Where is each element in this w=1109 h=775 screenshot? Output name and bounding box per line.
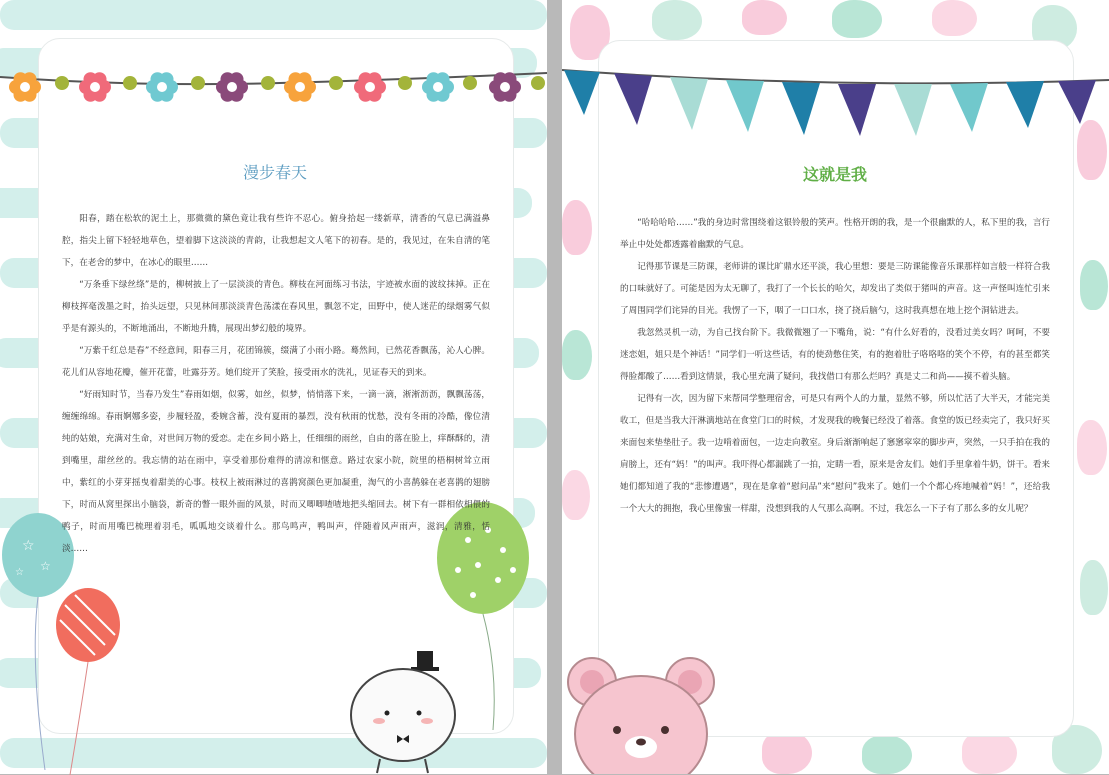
svg-text:☆: ☆ [40,559,51,573]
garland-flower-icon [261,76,275,90]
watercolor-blob [742,0,787,35]
garland-flower-icon [191,76,205,90]
garland-flower-icon [55,76,69,90]
paragraph: 记得有一次，因为留下来帮同学整理宿舍，可是只有两个人的力量，显然不够，所以忙活了大半天，才能完美收工，但是当我大汗淋漓地站在食堂门口的时候，才发现我的晚餐已经没了着落。食堂的饭已经卖完了，我只好买来面包来垫垫肚子。我一边啃着面包，一边走向教室。身后渐渐响起了窸窸窣窣的脚步声，突然，一只手拍在我的肩膀上，还有“妈！”的叫声。我吓得心都漏跳了一拍，定睛一看，原来是舍友们。她们手里拿着牛奶，饼干。看来她们都知道了我的“悲惨遭遇”，现在是拿着“慰问品”来“慰问”我来了。她们一个个都心疼地喊着“妈！”，还给我一个大大的拥抱，我心里像蜜一样甜，没想到我的人气那么高啊。不过，我怎么一下子有了那么多的女儿呢？ [620,394,1051,514]
watercolor-blob [862,735,912,774]
watercolor-blob [562,470,590,520]
watercolor-blob [652,0,702,40]
garland-flower-icon [489,72,521,102]
right-page-body [620,212,1050,520]
paragraph: 我忽然灵机一动，为自己找台阶下。我微微翘了一下嘴角，说：“有什么好看的，没看过美女吗？呵呵，不要迷恋姐，姐只是个神话！”同学们一听这些话，有的使劲憋住笑，有的抱着肚子咯咯咯的笑个不停，有的甚至都笑得脸都酸了……看到这情景，我心里充满了疑问，我找借口有那么烂吗？真是丈二和尚——摸不着头脑。 [620,328,1050,382]
watercolor-blob [1080,560,1108,615]
garland-flower-icon [398,76,412,90]
stripe-decoration [0,0,547,30]
watercolor-blob [832,0,882,38]
watercolor-blob [562,330,592,380]
garland-flower-icon [354,72,386,102]
paragraph: “好雨知时节，当春乃发生”春雨如烟，似雾，如丝，似梦，悄悄落下来，一滴一滴，淅淅沥沥，飘飘荡荡，缠缠绵绵。春雨婀娜多姿，步履轻盈，委婉含蓄，没有夏雨的暴烈，没有秋雨的忧愁，没有冬雨的冷酷，像位清纯的姑娘，充满对生命，对世间万物的爱恋。走在乡间小路上，任细细的雨丝，自由的落在脸上，痒酥酥的，清到嘴里，甜丝丝的。我忘情的站在雨中，享受着那份难得的清凉和惬意。路过农家小院，院里的梧桐树耸立雨中，紫红的小芽芽摇曳着甜美的心事。枝权上被雨淋过的喜鹊窝颜色更加凝重，淘气的小喜鹊躲在老喜鹊的翅膀下，时而从窝里探出小脑袋，新奇的瞥一眼外面的风景，时而又唧唧喳喳地把头缩回去。树下有一群相依相偎的鸭子，时而用嘴巴梳理着羽毛，呱呱地交谈着什么。那鸟鸣声，鸭叫声，伴随着风声雨声，滋润，清雅，恬淡…… [62,390,490,554]
paragraph: 记得那节课是三防课，老师讲的课比旷鼎水还平淡，我心里想：要是三防课能像音乐课那样如言般一样符合我的口味就好了。可能是因为太无聊了，我打了一个长长的哈欠，却发出了类似于猪叫的声音。这一声怪叫连忙引来了周围同学们诧异的目光。我愣了一下，咽了一口口水，挠了挠后脑勺，这时我真想在地上挖个洞钻进去。 [620,262,1050,316]
watercolor-blob [1077,420,1107,475]
balloon-red-icon [50,585,130,775]
garland-flower-icon [9,72,41,102]
garland-flower-icon [284,72,316,102]
garland-flower-icon [216,72,248,102]
left-page-body [62,208,490,560]
blob-character-icon [345,645,460,774]
garland-flower-icon [329,76,343,90]
garland-flower-icon [79,72,111,102]
left-page-title: 漫步春天 [242,163,307,182]
garland-flower-icon [123,76,137,90]
flower-garland-decoration [0,55,547,130]
watercolor-blob [1080,260,1108,310]
pennant-bunting-decoration [562,60,1109,140]
right-page-title: 这就是我 [802,165,867,184]
pink-bear-icon [562,652,722,774]
watercolor-blob [562,200,592,255]
paragraph: 阳春，踏在松软的泥土上，那微微的黛色竟让我有些许不忍心。俯身拾起一缕新草，清香的气息已满溢鼻腔，指尖上留下轻轻地草色，望着脚下这淡淡的青韵，让我想起文人笔下的初春。是的，我见过，在朱自清的笔下，在老舍的梦中，在冰心的眼里…… [62,214,490,268]
garland-flower-icon [146,72,178,102]
paragraph: “万条垂下绿丝绦”是的，柳树披上了一层淡淡的青色。柳枝在河面练习书法，宇迹被水面的波纹抹掉。正在柳枝挥毫泼墨之时，抬头远望，只见林间那淡淡青色荡漾在春风里，飘忽不定，田野中，使人迷茫的绿烟雾气似乎是有源头的，不断地涌出，不断地升腾，展现出梦幻般的境界。 [62,280,490,334]
svg-text:☆: ☆ [15,567,24,578]
svg-text:☆: ☆ [22,538,35,554]
garland-flower-icon [463,76,477,90]
paragraph: “万紫千红总是春”不经意间，阳春三月，花团锦簇，缀满了小雨小路。蓦然间，已然花香飘荡，沁人心脾。花儿们从容地花瓣，催开花蕾，吐露芬芳。她们绽开了笑脸，接受雨水的洗礼，见证春天的到来。 [62,346,490,378]
garland-flower-icon [531,76,545,90]
watercolor-blob [932,0,977,36]
paragraph: “哈哈哈哈……”我的身边时常围绕着这银铃般的笑声。性格开朗的我，是一个很幽默的人，私下里的我，言行举止中处处都透露着幽默的气息。 [620,218,1051,250]
